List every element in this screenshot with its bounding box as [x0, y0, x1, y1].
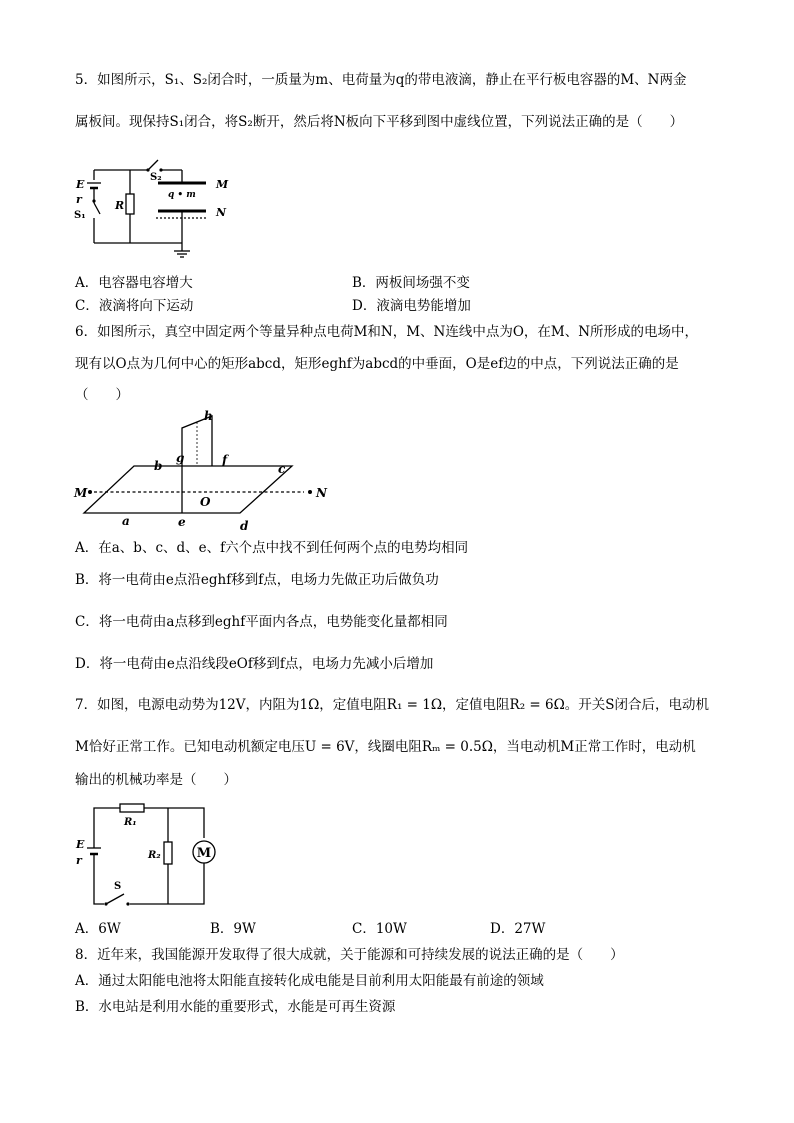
q5-label-r: r: [76, 193, 82, 206]
q7-line-1: 7．如图，电源电动势为12V，内阻为1Ω，定值电阻R₁ = 1Ω，定值电阻R₂ = 6Ω。开关S闭合后，电动机: [75, 697, 710, 713]
q6-option-c[interactable]: C．将一电荷由a点移到eghf平面内各点，电势能变化量都相同: [75, 614, 448, 630]
q7-label-r: r: [76, 854, 82, 867]
q6-label-g: g: [176, 451, 185, 465]
q6-label-h: h: [204, 409, 213, 423]
q7-option-a[interactable]: A．6W: [75, 921, 121, 937]
q8-line-1: 8．近年来，我国能源开发取得了很大成就，关于能源和可持续发展的说法正确的是（ ）: [75, 947, 624, 963]
motor-label-M: M: [196, 846, 212, 861]
q7-option-c[interactable]: C．10W: [352, 921, 407, 937]
q5-label-E: E: [76, 178, 85, 191]
q5-label-R: R: [115, 199, 125, 212]
q5-label-M: M: [216, 178, 229, 191]
q6-rectangle-diagram: [72, 408, 342, 533]
q6-label-e: e: [178, 515, 186, 529]
s-contact-dot-left: [104, 902, 107, 905]
q8-option-b[interactable]: B．水电站是利用水能的重要形式，水能是可再生资源: [75, 999, 396, 1015]
q5-label-N: N: [216, 206, 227, 219]
q7-line-2: M恰好正常工作。已知电动机额定电压U = 6V，线圈电阻Rₘ = 0.5Ω，当电动机M正常工作时，电动机: [75, 739, 696, 755]
q5-option-a[interactable]: A．电容器电容增大: [75, 275, 193, 291]
q6-line-2: 现有以O点为几何中心的矩形abcd，矩形eghf为abcd的中垂面，O是ef边的中点，下列说法正确的是: [75, 356, 679, 372]
q8-option-a[interactable]: A．通过太阳能电池将太阳能直接转化成电能是目前利用太阳能最有前途的领域: [75, 973, 544, 989]
q7-label-E: E: [76, 838, 85, 851]
q6-label-O: O: [200, 495, 211, 509]
q5-line-2: 属板间。现保持S₁闭合，将S₂断开，然后将N板向下平移到图中虚线位置，下列说法正确的是（ ）: [75, 114, 684, 130]
q7-option-d[interactable]: D．27W: [490, 921, 546, 937]
q7-label-R2: R₂: [148, 850, 161, 861]
q6-label-b: b: [154, 459, 163, 473]
q6-label-d: d: [240, 519, 249, 533]
s1-contact-dot: [92, 199, 95, 202]
q7-label-R1: R₁: [124, 817, 137, 828]
q6-label-a: a: [122, 514, 130, 528]
charge-M-dot: [88, 490, 92, 494]
q5-droplet-label: q • m: [168, 190, 196, 200]
q6-option-b[interactable]: B．将一电荷由e点沿eghf移到f点，电场力先做正功后做负功: [75, 572, 439, 588]
q5-option-c[interactable]: C．液滴将向下运动: [75, 298, 194, 314]
q6-option-d[interactable]: D．将一电荷由e点沿线段eOf移到f点，电场力先减小后增加: [75, 656, 434, 672]
q6-line-3: （ ）: [75, 387, 129, 403]
q5-option-d[interactable]: D．液滴电势能增加: [352, 298, 471, 314]
q6-label-c: c: [278, 462, 286, 476]
q5-option-b[interactable]: B．两板间场强不变: [352, 275, 470, 291]
q6-label-f: f: [222, 453, 228, 467]
q7-label-S: S: [114, 881, 122, 892]
q7-circuit-diagram: [72, 796, 222, 914]
q5-circuit-diagram: [72, 148, 242, 268]
q7-line-3: 输出的机械功率是（ ）: [75, 772, 237, 788]
q7-option-b[interactable]: B．9W: [210, 921, 256, 937]
q5-line-1: 5．如图所示，S₁、S₂闭合时，一质量为m、电荷量为q的带电液滴，静止在平行板电容器的M、N两金: [75, 72, 687, 88]
q6-label-N: N: [316, 486, 327, 500]
q6-label-M: M: [74, 486, 88, 500]
q6-option-a[interactable]: A．在a、b、c、d、e、f六个点中找不到任何两个点的电势均相同: [75, 540, 469, 556]
q5-label-S1: S₁: [74, 210, 86, 221]
q6-line-1: 6．如图所示，真空中固定两个等量异种点电荷M和N，M、N连线中点为O，在M、N所形成的电场中，: [75, 324, 699, 340]
s-contact-dot-right: [126, 902, 129, 905]
q5-label-S2: S₂: [150, 172, 162, 183]
charge-N-dot: [308, 490, 312, 494]
